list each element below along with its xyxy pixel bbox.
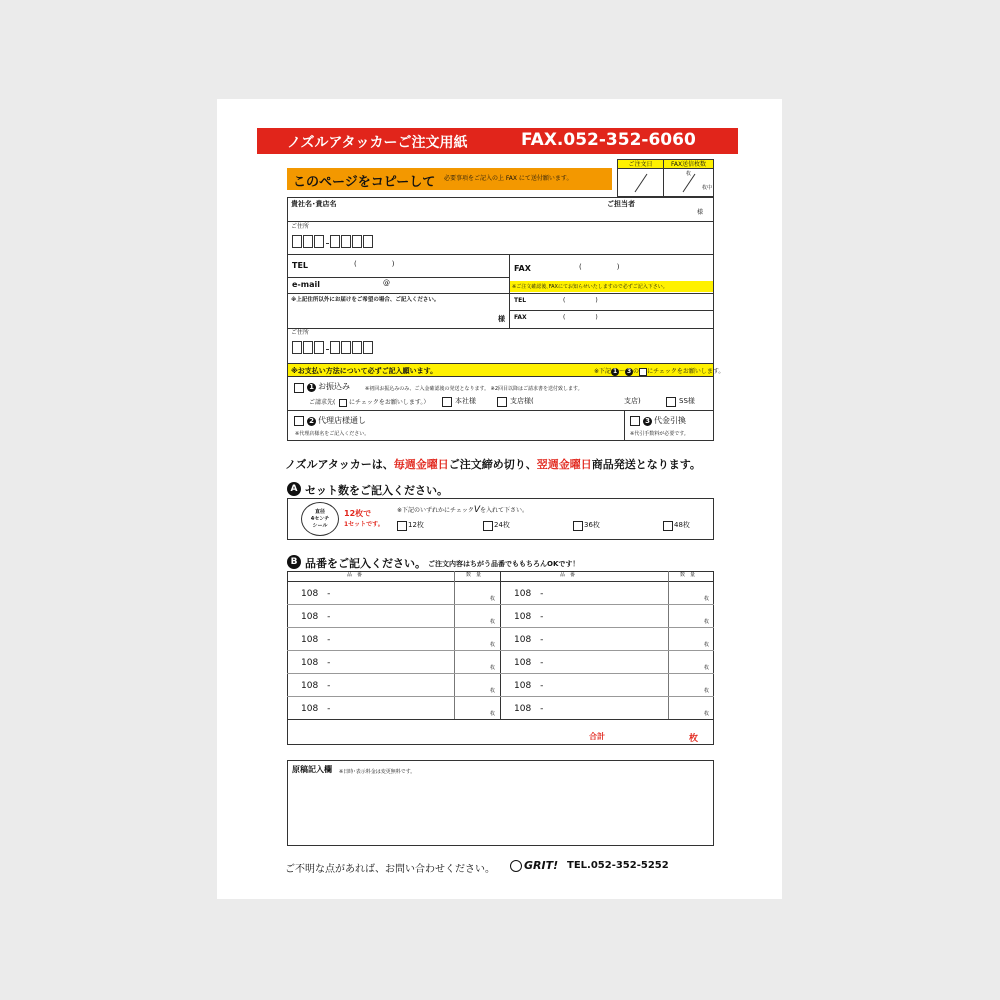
product-code-field[interactable] <box>502 674 666 695</box>
zip-code-field[interactable] <box>292 233 374 252</box>
schedule-text: ノズルアタッカーは、毎週金曜日ご注文締め切り、翌週金曜日商品発送となります。 <box>285 458 701 471</box>
header-bar <box>257 128 738 154</box>
alt-address-label: ご住所 <box>291 329 310 336</box>
alt-fax-paren: ( ) <box>563 314 598 321</box>
head-office-checkbox[interactable] <box>442 397 452 407</box>
col-product-header: 品 番 <box>347 572 363 578</box>
person-sama: 様 <box>697 209 704 216</box>
quantity-unit: 枚 <box>490 596 496 602</box>
section-a-title: セット数をご記入ください。 <box>305 484 448 497</box>
ss-checkbox[interactable] <box>666 397 676 407</box>
option2-note: ※代理店様名をご記入ください。 <box>295 431 370 437</box>
footer-logo: GRIT! <box>524 859 559 872</box>
fax-label: FAX <box>514 264 531 273</box>
product-code-prefix: 108 - <box>514 612 544 622</box>
product-code-field[interactable] <box>289 651 452 672</box>
company-label: 貴社名･貴店名 <box>291 200 337 208</box>
option3-label: 代金引換 <box>654 416 686 425</box>
payment-pick-instruction: ※下記 1 〜 3 の にチェックをお願いします。 <box>594 367 725 375</box>
order-date-stamp <box>617 159 664 197</box>
product-code-field[interactable] <box>502 582 666 603</box>
branch-label: 支店様( <box>510 397 534 405</box>
manuscript-note: ※日時･表示料金は変更無料です。 <box>339 769 416 775</box>
product-code-prefix: 108 - <box>301 681 331 691</box>
branch-checkbox[interactable] <box>497 397 507 407</box>
pages-unit: 枚 <box>686 171 692 177</box>
email-at: @ <box>383 279 390 287</box>
col-qty-header: 数 量 <box>466 572 482 578</box>
product-code-prefix: 108 - <box>301 704 331 714</box>
product-code-field[interactable] <box>502 651 666 672</box>
product-code-field[interactable] <box>502 628 666 649</box>
product-code-prefix: 108 - <box>301 612 331 622</box>
option2-badge: 2 <box>307 417 316 426</box>
grit-logo-icon <box>510 860 522 872</box>
order-form-sheet <box>217 99 782 899</box>
email-label: e-mail <box>292 280 320 289</box>
quantity-unit: 枚 <box>490 711 496 717</box>
alt-tel-paren: ( ) <box>563 297 598 304</box>
order-date-label: ご注文日 <box>618 160 663 169</box>
quantity-unit: 枚 <box>490 688 496 694</box>
quantity-unit: 枚 <box>704 619 710 625</box>
alt-fax-label: FAX <box>514 314 527 321</box>
product-code-prefix: 108 - <box>514 704 544 714</box>
tel-field[interactable] <box>289 255 509 277</box>
alt-zip-code-field[interactable] <box>292 339 374 358</box>
email-field[interactable] <box>289 278 509 293</box>
product-code-field[interactable] <box>289 582 452 603</box>
set-24-label: 24枚 <box>494 521 510 529</box>
copy-banner-main: このページをコピーして <box>293 175 436 190</box>
footer-question: ご不明な点があれば、お問い合わせください。 <box>285 864 495 875</box>
quantity-unit: 枚 <box>704 642 710 648</box>
invoice-check-note: にチェックをお願いします。） <box>349 399 430 406</box>
section-b-badge: B <box>287 555 301 569</box>
product-code-prefix: 108 - <box>514 681 544 691</box>
alt-name-field[interactable] <box>289 294 508 327</box>
alt-tel-label: TEL <box>514 297 527 304</box>
company-field[interactable] <box>289 198 712 220</box>
section-b-subtitle: ご注文内容はちがう品番でももちろんOKです！ <box>428 560 580 568</box>
footer-tel: TEL.052-352-5252 <box>567 860 669 871</box>
quantity-unit: 枚 <box>704 596 710 602</box>
per-set-line2: 1セットです。 <box>344 521 384 528</box>
product-code-field[interactable] <box>289 628 452 649</box>
tel-label: TEL <box>292 261 309 270</box>
product-code-prefix: 108 - <box>514 635 544 645</box>
total-label: 合計 <box>589 732 605 741</box>
quantity-unit: 枚 <box>490 642 496 648</box>
quantity-unit: 枚 <box>704 688 710 694</box>
quantity-unit: 枚 <box>490 619 496 625</box>
tel-paren: ( ) <box>354 260 395 268</box>
cod-checkbox[interactable] <box>630 416 640 426</box>
fax-pages-label: FAX送信枚数 <box>664 160 713 169</box>
alt-sama: 様 <box>498 315 505 323</box>
copy-banner-sub: 必要事項をご記入の上 FAX にて送付願います。 <box>444 175 573 182</box>
person-label: ご担当者 <box>607 200 635 208</box>
section-a-badge: A <box>287 482 301 496</box>
fax-pages-stamp <box>664 159 714 197</box>
set-instruction: ※下記のいずれかにチェックVを入れて下さい。 <box>397 505 529 515</box>
set-36-label: 36枚 <box>584 521 600 529</box>
total-unit: 枚 <box>689 734 699 744</box>
ss-label: SS様 <box>679 397 695 405</box>
option1-label: お振込み <box>318 382 350 391</box>
agent-checkbox[interactable] <box>294 416 304 426</box>
col-product-header: 品 番 <box>560 572 576 578</box>
option2-label: 代理店様通し <box>318 416 366 425</box>
product-code-prefix: 108 - <box>301 635 331 645</box>
product-code-prefix: 108 - <box>301 589 331 599</box>
set-48-checkbox[interactable] <box>663 521 673 531</box>
product-code-field[interactable] <box>289 674 452 695</box>
fax-number: FAX.052-352-6060 <box>521 130 696 150</box>
option3-note: ※代引手数料が必要です。 <box>630 431 689 437</box>
fax-confirm-note: ※ご注文確認後､FAXにてお知らせいたしますので必ずご記入下さい。 <box>510 281 713 292</box>
fax-field[interactable] <box>511 255 712 280</box>
seal-size-badge: 直径 4センチ シール <box>301 502 339 536</box>
manuscript-label: 原稿記入欄 <box>292 765 332 774</box>
pages-sub: 枚中 <box>702 185 713 191</box>
product-code-field[interactable] <box>289 605 452 626</box>
product-code-prefix: 108 - <box>301 658 331 668</box>
per-set-line1: 12枚で <box>344 509 372 518</box>
fax-paren: ( ) <box>579 263 620 271</box>
option1-note: ※初回お振込みのみ、ご入金確認後の発送となります。 ※2回目以降はご請求書を送付致します。 <box>365 386 583 392</box>
slash-mark <box>634 173 648 193</box>
address-label: ご住所 <box>291 223 310 230</box>
col-qty-header: 数 量 <box>680 572 696 578</box>
set-36-checkbox[interactable] <box>573 521 583 531</box>
section-b-title: 品番をご記入ください。 <box>305 557 426 570</box>
set-12-checkbox[interactable] <box>397 521 407 531</box>
bank-transfer-checkbox[interactable] <box>294 383 304 393</box>
set-24-checkbox[interactable] <box>483 521 493 531</box>
set-12-label: 12枚 <box>408 521 424 529</box>
product-code-field[interactable] <box>289 697 452 718</box>
copy-banner <box>287 168 612 190</box>
quantity-unit: 枚 <box>704 665 710 671</box>
head-office-label: 本社様 <box>455 397 476 405</box>
quantity-unit: 枚 <box>490 665 496 671</box>
set-48-label: 48枚 <box>674 521 690 529</box>
alt-delivery-note: ※上記住所以外にお届けをご希望の場合、ご記入ください。 <box>291 297 440 303</box>
product-code-prefix: 108 - <box>514 589 544 599</box>
product-code-prefix: 108 - <box>514 658 544 668</box>
option1-badge: 1 <box>307 383 316 392</box>
branch-close: 支店) <box>624 397 641 405</box>
form-title: ノズルアタッカーご注文用紙 <box>287 135 468 151</box>
option3-badge: 3 <box>643 417 652 426</box>
product-code-field[interactable] <box>502 605 666 626</box>
quantity-unit: 枚 <box>704 711 710 717</box>
payment-notice-bar: ※お支払い方法について必ずご記入願います。 ※下記 1 〜 3 の にチェックをお願いします。 <box>288 363 713 377</box>
invoice-to-label: ご請求先( <box>309 399 336 406</box>
invoice-inline-checkbox <box>339 399 347 407</box>
product-code-field[interactable] <box>502 697 666 718</box>
